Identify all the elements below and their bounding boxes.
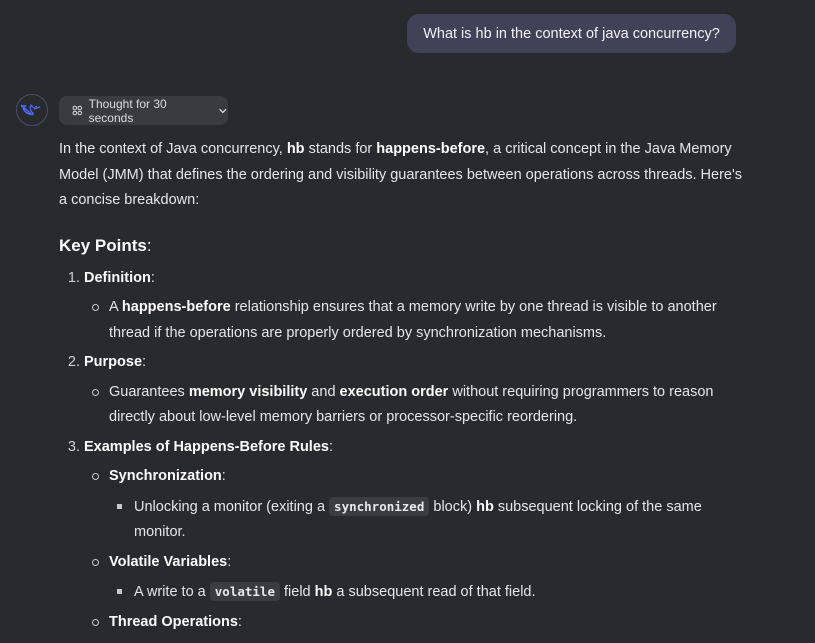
inline-code: synchronized xyxy=(329,497,429,516)
response-intro: In the context of Java concurrency, hb stands for happens-before, a critical concept in the Java Memory Model (JMM) that defines the ordering and visibility guarantees between operations across threads. Here's a concise breakdown: xyxy=(59,141,743,208)
user-message-text: What is hb in the context of java concurrency? xyxy=(423,25,720,42)
list-item: Unlocking a monitor (exiting a synchronized block) hb subsequent locking of the same monitor. xyxy=(134,494,749,546)
list-item: Thread Operations: xyxy=(109,610,749,636)
assistant-response xyxy=(59,137,749,639)
deepseek-whale-icon xyxy=(21,99,43,121)
list-item: Volatile Variables: A write to a volatile field hb a subsequent read of that field. xyxy=(109,550,749,606)
section-heading: Key Points: xyxy=(59,235,152,255)
reasoning-icon xyxy=(72,105,83,116)
thought-label: Thought for 30 seconds xyxy=(88,96,167,125)
chevron-down-icon xyxy=(218,106,228,116)
list-item: A write to a volatile field hb a subsequent read of that field. xyxy=(134,579,749,606)
thought-toggle-button[interactable] xyxy=(59,96,228,125)
list-item: Guarantees memory visibility and execution order without requiring programmers to reason directly about low-level memory barriers or processor-specific reordering. xyxy=(109,380,749,431)
list-item: A happens-before relationship ensures that a memory write by one thread is visible to another thread if the operations are properly ordered by synchronization mechanisms. xyxy=(109,295,749,346)
key-points-list xyxy=(59,266,749,636)
list-item: 3. Examples of Happens-Before Rules: Synchronization: Unlocking a monitor (exiting a synchronized block) hb subsequent locking of the same monitor. Volatile Variables: A write to a volatile field hb a subsequent read of that field. Thread Operations: xyxy=(84,435,749,636)
inline-code: volatile xyxy=(210,582,280,601)
list-item: 2. Purpose: Guarantees memory visibility and execution order without requiring programmers to reason directly about low-level memory barriers or processor-specific reordering. xyxy=(84,350,749,431)
assistant-avatar xyxy=(16,94,48,126)
user-message-bubble xyxy=(407,14,736,53)
list-item: 1. Definition: A happens-before relationship ensures that a memory write by one thread is visible to another thread if the operations are properly ordered by synchronization mechanisms. xyxy=(84,266,749,347)
list-item: Synchronization: Unlocking a monitor (exiting a synchronized block) hb subsequent locking of the same monitor. xyxy=(109,464,749,546)
